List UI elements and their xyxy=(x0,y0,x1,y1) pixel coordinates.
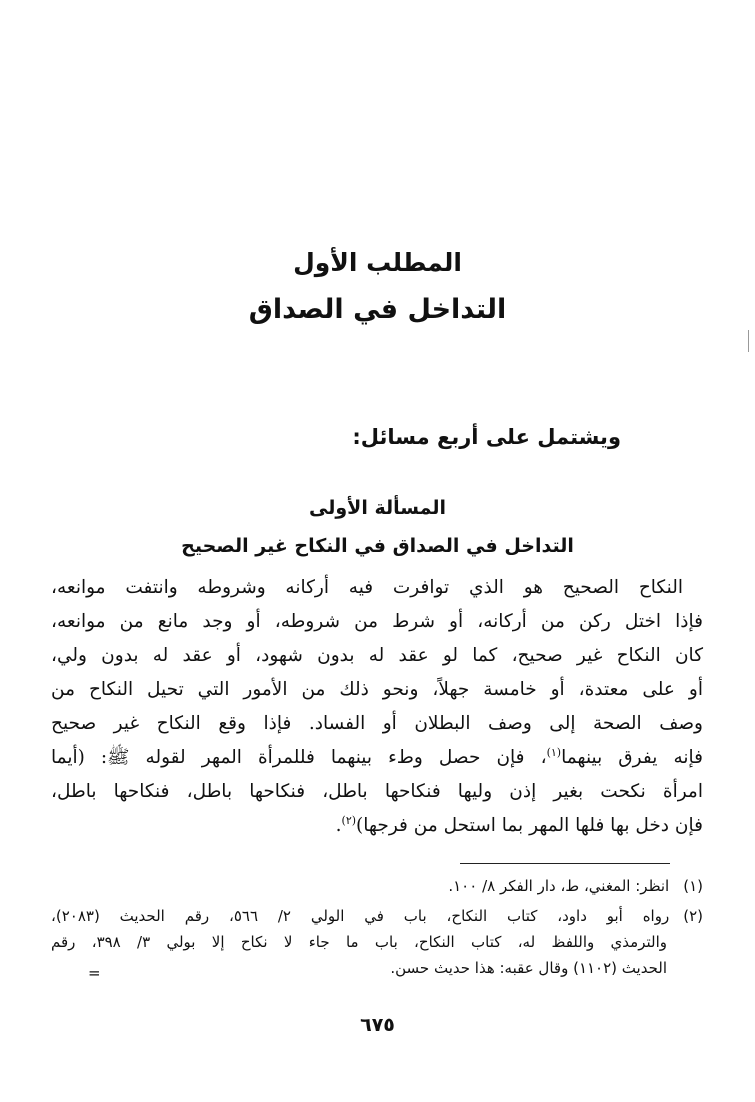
body-paragraph xyxy=(51,571,703,843)
paragraph-line: كان النكاح غير صحيح، كما لو عقد له بدون شهود، أو عقد له بدون ولي، xyxy=(51,645,703,666)
footnote-continuation-mark: = xyxy=(88,964,101,982)
paragraph-line: النكاح الصحيح هو الذي توافرت فيه أركانه وشروطه وانتفت موانعه، xyxy=(51,577,683,598)
footnote-number: (٢) xyxy=(683,907,703,925)
paragraph-line: امرأة نكحت بغير إذن وليها فنكاحها باطل، فنكاحها باطل، فنكاحها باطل، xyxy=(51,781,703,802)
footnote-ref-1[interactable]: (١) xyxy=(546,745,562,759)
footnote-ref-2[interactable]: (٢) xyxy=(341,813,357,827)
issue-subtitle: التداخل في الصداق في النكاح غير الصحيح xyxy=(181,535,574,557)
paragraph-line xyxy=(51,741,703,775)
section-subtitle: التداخل في الصداق xyxy=(248,294,507,325)
issue-title: المسألة الأولى xyxy=(309,497,446,519)
paragraph-line: فإذا اختل ركن من أركانه، أو شرط من شروطه، أو وجد مانع من موانعه، xyxy=(51,611,703,632)
line-text: فإن دخل بها فلها المهر بما استحل من فرجها) xyxy=(356,815,703,836)
footnote-line: الحديث (١١٠٢) وقال عقبه: هذا حديث حسن. xyxy=(390,959,667,977)
line-text: ، فإن حصل وطء بينهما فللمرأة المهر لقوله ﷺ: (أيما xyxy=(51,747,547,768)
line-text: فإنه يفرق بينهما xyxy=(561,747,703,768)
footnote-1 xyxy=(51,873,703,899)
section-intro: ويشتمل على أربع مسائل: xyxy=(352,425,621,449)
footnote-separator xyxy=(460,863,670,864)
paragraph-line xyxy=(51,809,703,843)
section-title: المطلب الأول xyxy=(293,248,462,277)
margin-mark xyxy=(748,330,749,352)
footnote-line: والترمذي واللفظ له، كتاب النكاح، باب ما جاء لا نكاح إلا بولي ٣/ ٣٩٨، رقم xyxy=(51,933,667,951)
line-text: . xyxy=(335,815,342,836)
footnote-line xyxy=(51,903,703,929)
paragraph-line: وصف الصحة إلى وصف البطلان أو الفساد. فإذا وقع النكاح غير صحيح xyxy=(51,713,703,734)
paragraph-line: أو على معتدة، أو خامسة جهلاً، ونحو ذلك من الأمور التي تحيل النكاح من xyxy=(51,679,703,700)
page-number: ٦٧٥ xyxy=(360,1014,395,1036)
footnote-number: (١) xyxy=(683,877,703,895)
footnote-line xyxy=(51,873,703,899)
footnote-2 xyxy=(51,903,703,981)
footnote-text: انظر: المغني، ط، دار الفكر ٨/ ١٠٠. xyxy=(448,877,670,895)
footnote-text: رواه أبو داود، كتاب النكاح، باب في الولي ٢/ ٥٦٦، رقم الحديث (٢٠٨٣)، xyxy=(51,907,670,925)
